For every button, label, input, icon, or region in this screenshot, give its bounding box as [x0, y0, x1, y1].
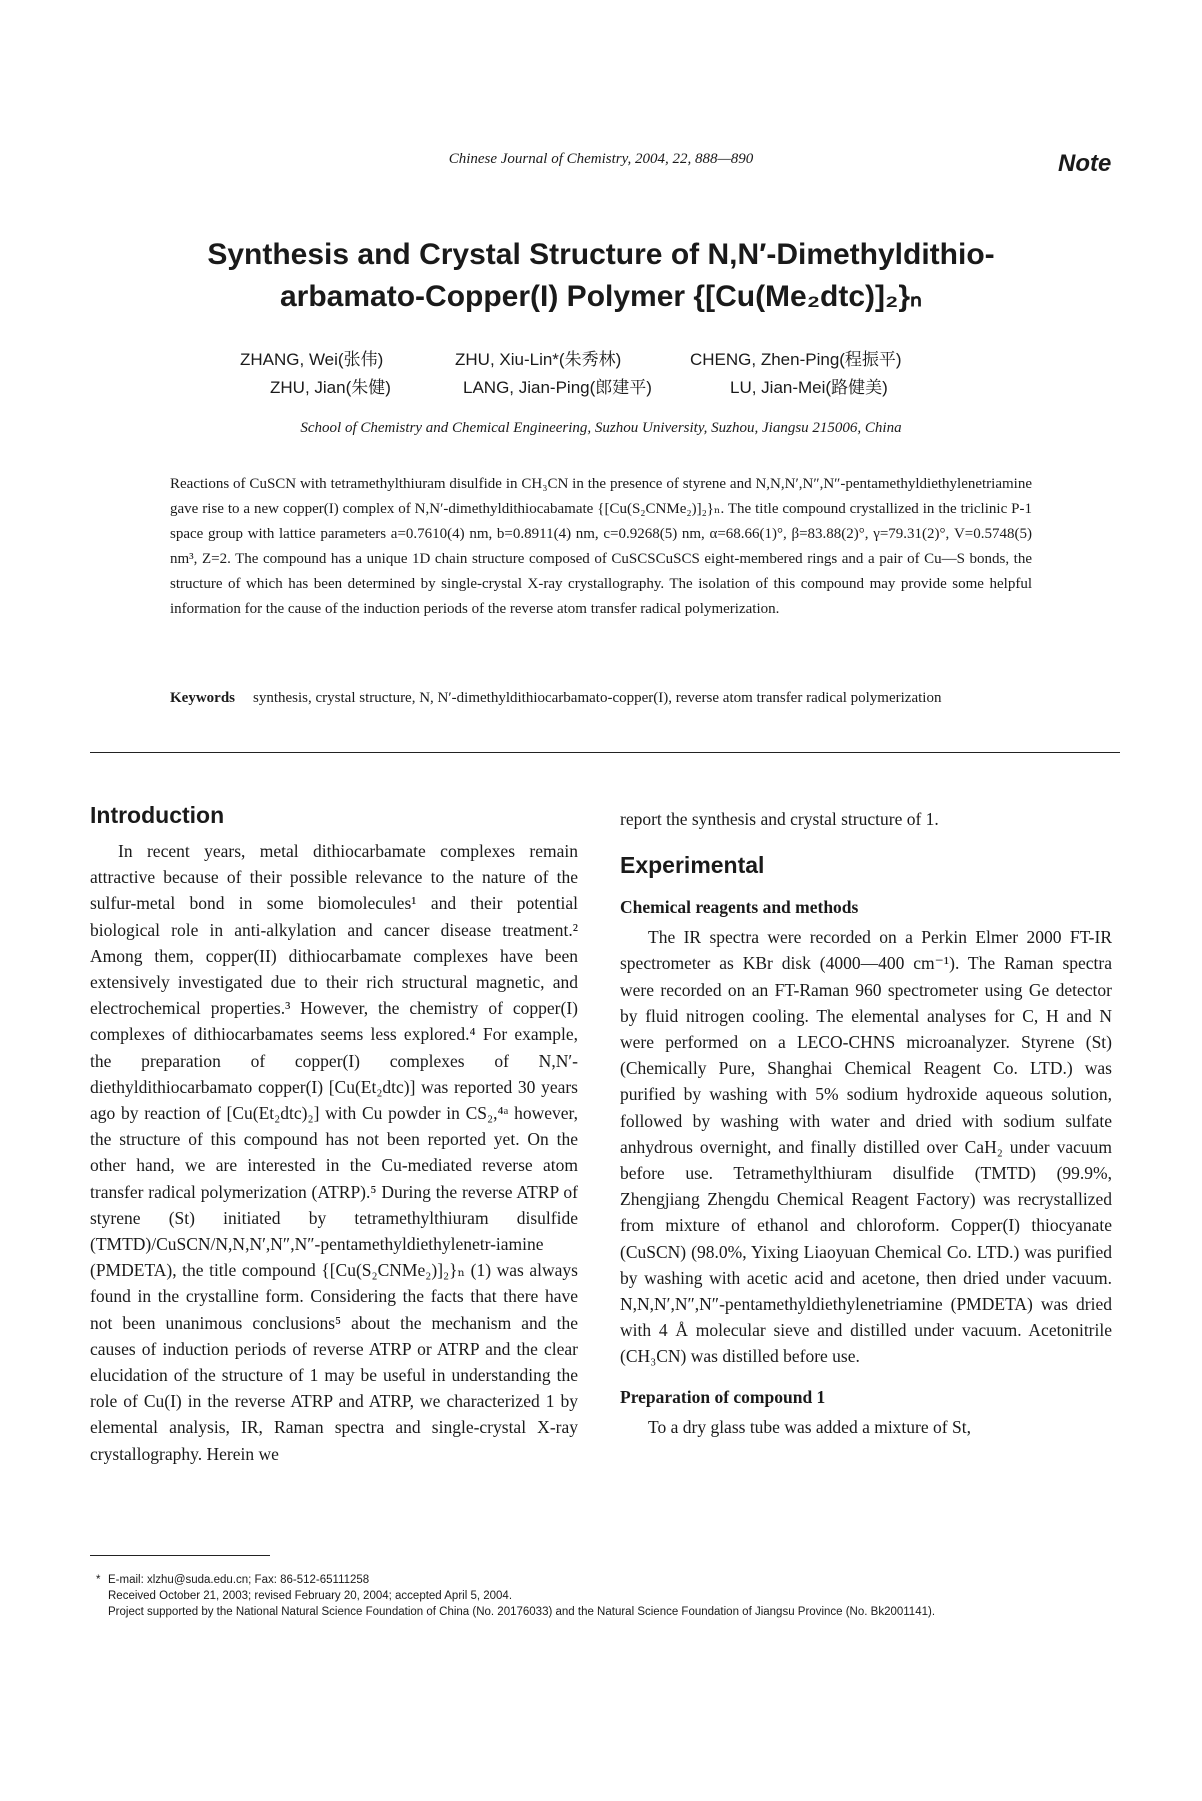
author-name: LANG, Jian-Ping(郎建平) [463, 378, 652, 397]
keywords [170, 686, 1032, 711]
author-list [0, 346, 1202, 402]
footnote-project: Project supported by the National Natural Science Foundation of China (No. 20176033) and the Natural Science Foundation of Jiangsu Province (No. Bk2001141). [108, 1606, 936, 1618]
introduction-heading: Introduction [90, 802, 225, 828]
note-label: Note [1058, 150, 1112, 177]
section-divider [90, 752, 1120, 753]
author-name: ZHU, Jian(朱健) [270, 378, 391, 397]
left-column [90, 800, 578, 1467]
footnote-divider [90, 1555, 270, 1556]
preparation-heading: Preparation of compound 1 [620, 1386, 826, 1407]
keywords-text: synthesis, crystal structure, N, N′-dimethyldithiocarbamato-copper(I), reverse atom transfer radical polymerization [253, 690, 942, 706]
author-name: ZHU, Xiu-Lin*(朱秀林) [455, 350, 622, 369]
footnote-email [96, 1572, 1120, 1588]
email-text[interactable]: E-mail: xlzhu@suda.edu.cn; Fax: 86-512-65111258 [108, 1574, 370, 1586]
author-row-1 [0, 346, 1202, 374]
right-column [620, 806, 1112, 1440]
footnote-mark: * [96, 1574, 101, 1586]
introduction-continuation: report the synthesis and crystal structure of 1. [620, 809, 939, 829]
journal-citation: Chinese Journal of Chemistry, 2004, 22, 888—890 [448, 151, 754, 167]
author-row-2 [0, 374, 1202, 402]
reagents-paragraph: The IR spectra were recorded on a Perkin Elmer 2000 FT-IR spectrometer as KBr disk (4000—400 cm⁻¹). The Raman spectra were recorded on an FT-Raman 960 spectrometer using Ge detector by fluid nitrogen cooling. The elemental analyses for C, H and N were performed on a LECO-CHNS microanalyzer. Styrene (St) (Chemically Pure, Shanghai Chemical Reagent Co. LTD.) was purified by washing with 5% sodium hydroxide aqueous solution, followed by washing with water and dried with sodium sulfate anhydrous overnight, and finally distilled over CaH₂ under vacuum before use. Tetramethylthiuram disulfide (TMTD) (99.9%, Zhengjiang Zhengdu Chemical Reagent Factory) was recrystallized from mixture of ethanol and chloroform. Copper(I) thiocyanate (CuSCN) (98.0%, Yixing Liaoyuan Chemical Co. LTD.) was purified by washing with acetic acid and acetone, then dried under vacuum. N,N,N′,N″,N″-pentamethyldiethylenetriamine (PMDETA) was dried with 4 Å molecular sieve and distilled under vacuum. Acetonitrile (CH₃CN) was distilled before use. [620, 927, 1112, 1367]
keywords-label: Keywords [170, 690, 235, 706]
introduction-paragraph: In recent years, metal dithiocarbamate complexes remain attractive because of their possible relevance to the nature of the sulfur-metal bond in some biomolecules¹ and their potential biological role in anti-alkylation and cancer disease treatment.² Among them, copper(II) dithiocarbamate complexes have been extensively investigated due to their rich structural magnetic, and electrochemical properties.³ However, the chemistry of copper(I) complexes of dithiocarbamates seems less explored.⁴ For example, the preparation of copper(I) complexes of N,N′-diethyldithiocarbamato copper(I) [Cu(Et₂dtc)] was reported 30 years ago by reaction of [Cu(Et₂dtc)₂] with Cu powder in CS₂,⁴ᵃ however, the structure of this compound has not been reported yet. On the other hand, we are interested in the Cu-mediated reverse atom transfer radical polymerization (ATRP).⁵ During the reverse ATRP of styrene (St) initiated by tetramethylthiuram disulfide (TMTD)/CuSCN/N,N,N′,N″,N″-pentamethyldiethylenetr-iamine (PMDETA), the title compound {[Cu(S₂CNMe₂)]₂}ₙ (1) was always found in the crystalline form. Considering the facts that there have not been unanimous conclusions⁵ about the mechanism and the causes of induction periods of reverse ATRP or ATRP and the clear elucidation of the structure of 1 may be useful in understanding the role of Cu(I) in the reverse ATRP and ATRP, we characterized 1 by elemental analysis, IR, Raman spectra and single-crystal X-ray crystallography. Herein we [90, 841, 578, 1464]
reagents-heading: Chemical reagents and methods [620, 897, 859, 918]
author-name: ZHANG, Wei(张伟) [240, 350, 384, 369]
author-name: CHENG, Zhen-Ping(程振平) [690, 350, 902, 369]
footnotes [96, 1572, 1120, 1620]
footnote-received: Received October 21, 2003; revised February 20, 2004; accepted April 5, 2004. [108, 1590, 513, 1602]
preparation-paragraph: To a dry glass tube was added a mixture of St, [648, 1416, 971, 1437]
experimental-heading: Experimental [620, 852, 765, 879]
title-line-2: arbamato-Copper(I) Polymer {[Cu(Me₂dtc)]₂}ₙ [280, 280, 922, 313]
article-title [0, 234, 1202, 318]
abstract: Reactions of CuSCN with tetramethylthiuram disulfide in CH₃CN in the presence of styrene and N,N,N′,N″,N″-pentamethyldiethylenetriamine gave rise to a new copper(I) complex of N,N′-dimethyldithiocabamate {[Cu(S₂CNMe₂)]₂}ₙ. The title compound crystallized in the triclinic P-1 space group with lattice parameters a=0.7610(4) nm, b=0.8911(4) nm, c=0.9268(5) nm, α=68.66(1)°, β=83.88(2)°, γ=79.31(2)°, V=0.5748(5) nm³, Z=2. The compound has a unique 1D chain structure composed of CuSCSCuSCS eight-membered rings and a pair of Cu—S bonds, the structure of which has been determined by single-crystal X-ray crystallography. The isolation of this compound may provide some helpful information for the cause of the induction periods of the reverse atom transfer radical polymerization. [170, 476, 1032, 617]
title-line-1: Synthesis and Crystal Structure of N,N′-Dimethyldithio- [207, 238, 995, 271]
author-name: LU, Jian-Mei(路健美) [730, 378, 888, 397]
affiliation: School of Chemistry and Chemical Engineering, Suzhou University, Suzhou, Jiangsu 215006, China [300, 420, 902, 436]
